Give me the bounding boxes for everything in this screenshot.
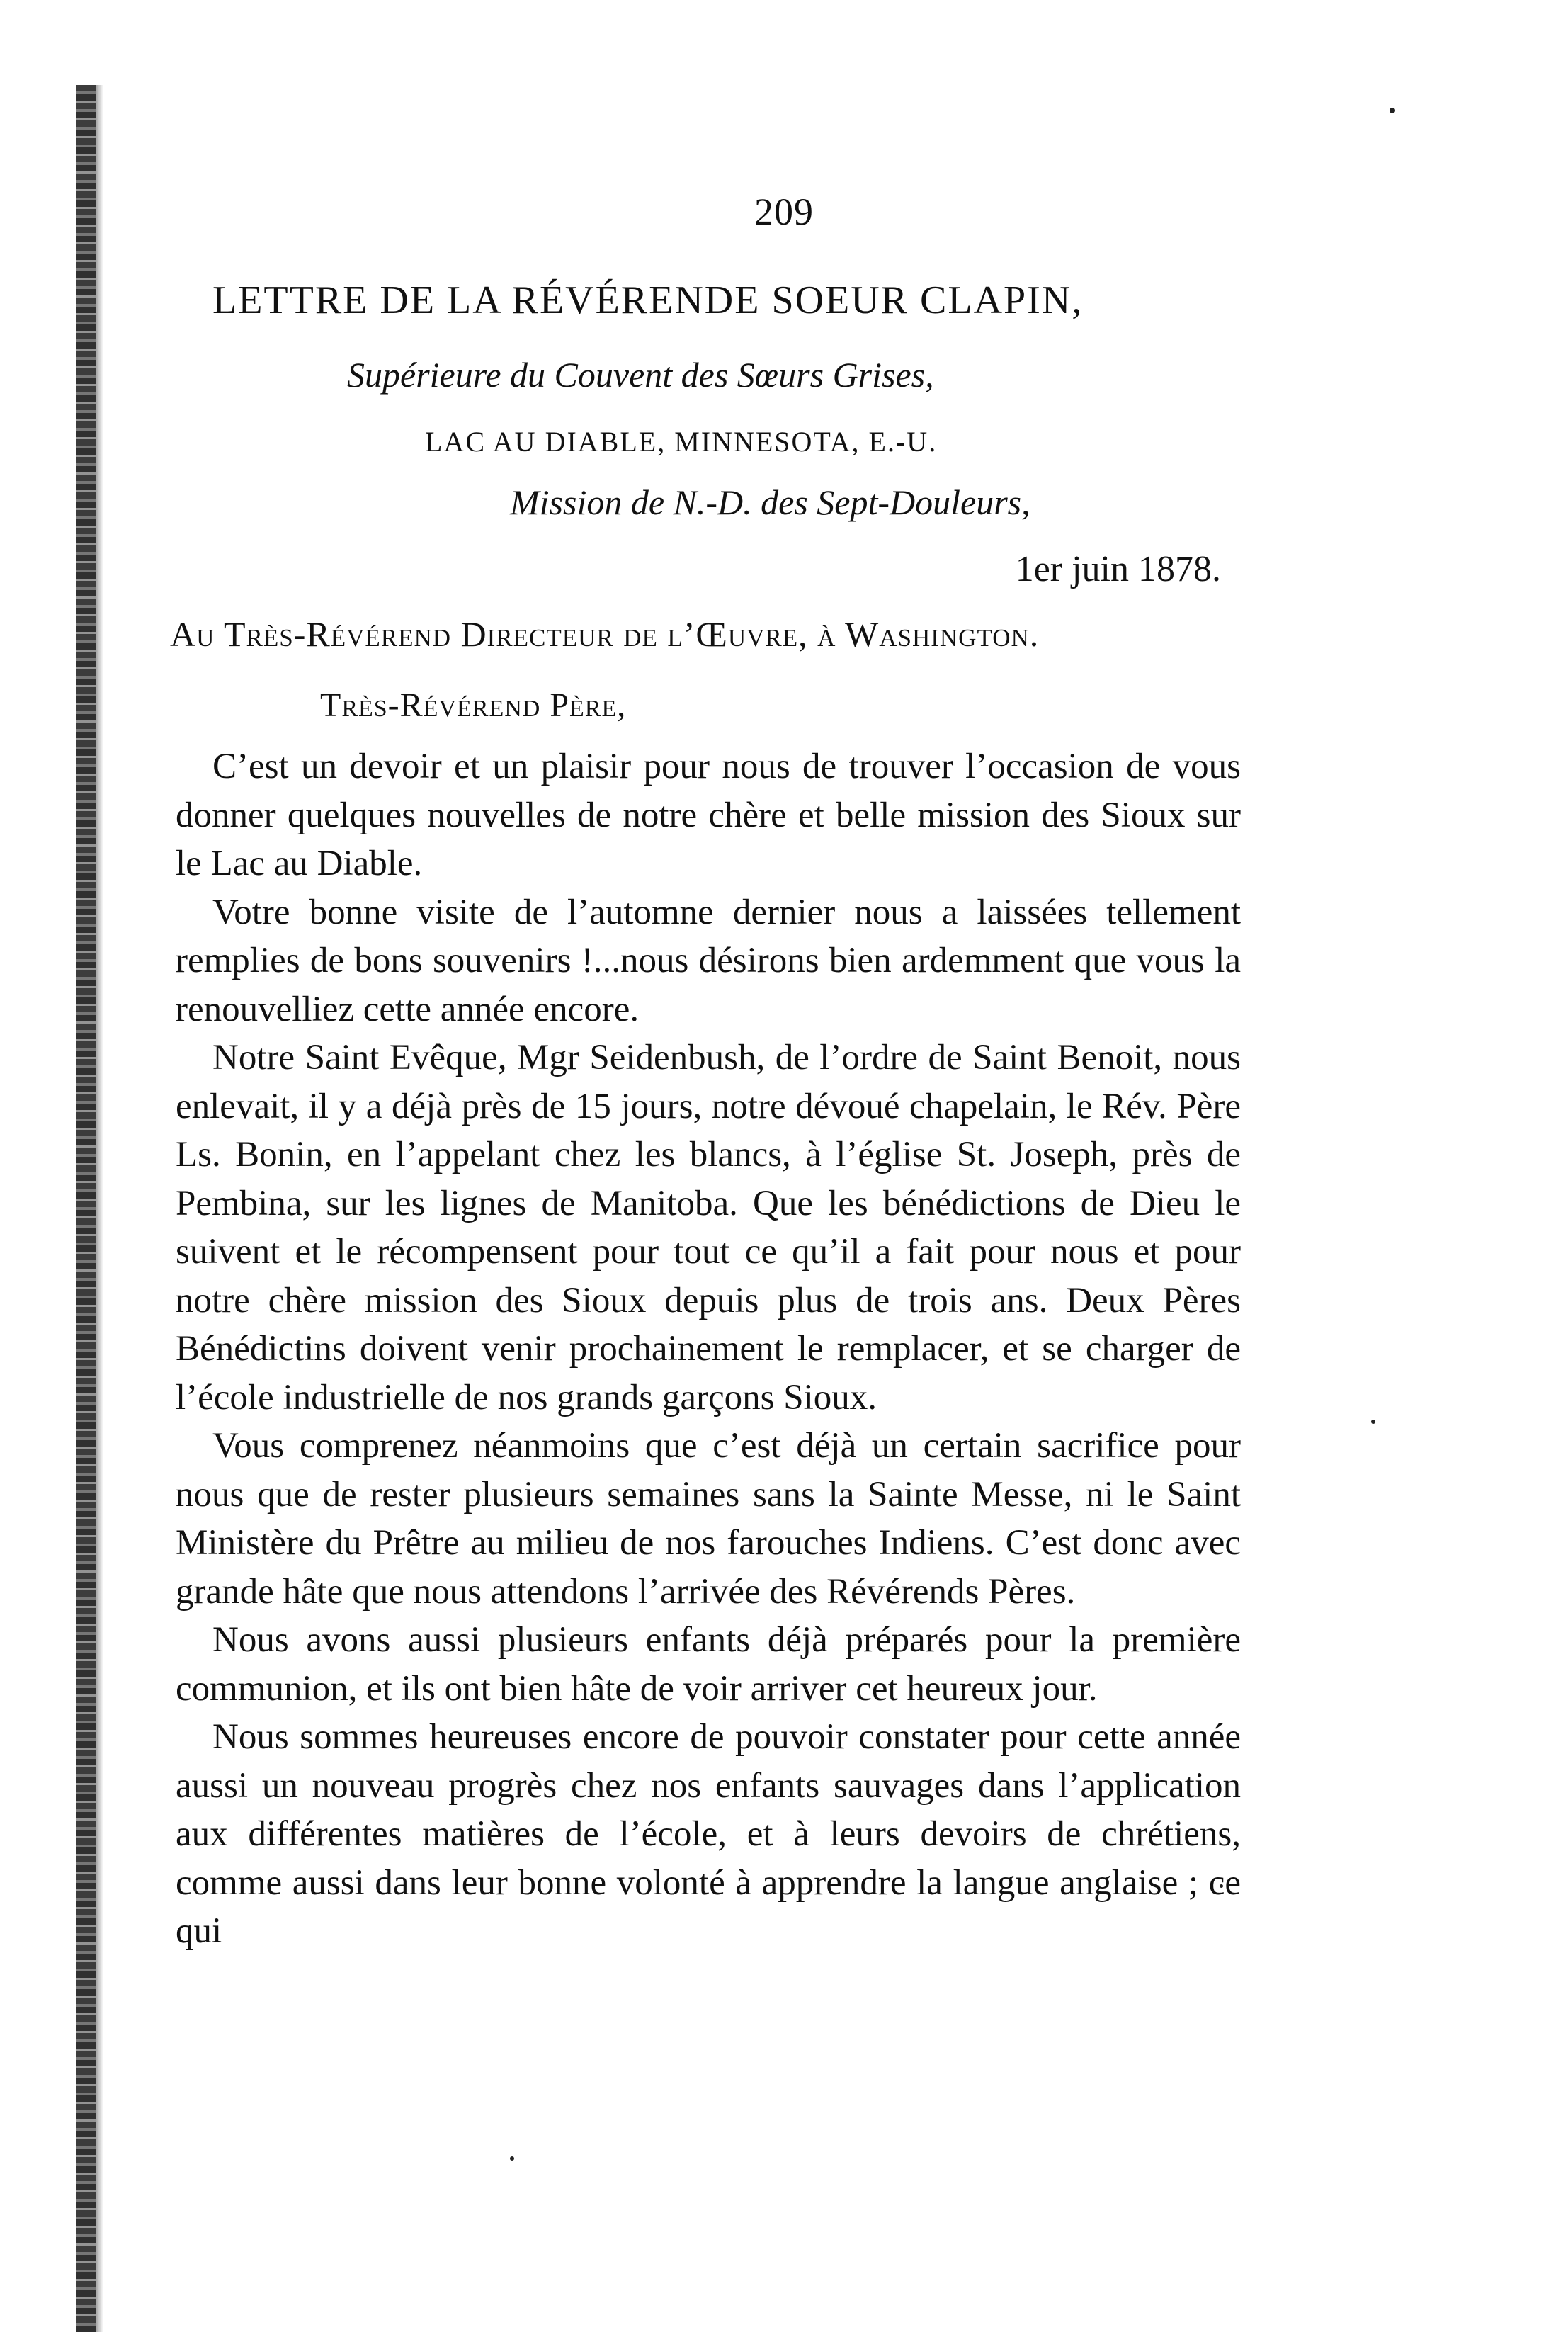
paragraph: Votre bonne visite de l’automne dernier nous a laissées tellement remplies de bons souvenirs !...nous désirons bien ardemment que vous la renouvelliez cette année encore. [176,892,1241,1029]
paragraph: Notre Saint Evêque, Mgr Seidenbush, de l’ordre de Saint Benoit, nous enlevait, il y a déjà près de 15 jours, notre dévoué chapelain, le Rév. Père Ls. Bonin, en l’appelant chez les blancs, à l’église St. Joseph, près de Pembina, sur les lignes de Manitoba. Que les bénédictions de Dieu le suivent et le récompensent pour tout ce qu’il a fait pour nous et pour notre chère mission des Sioux depuis plus de trois ans. Deux Pères Bénédictins doivent venir prochainement le remplacer, et se charger de l’école industrielle de nos grands garçons Sioux. [176,1038,1241,1417]
paragraph: Nous avons aussi plusieurs enfants déjà préparés pour la première communion, et ils ont bien hâte de voir arriver cet heureux jour. [176,1620,1241,1709]
letter-date: 1er juin 1878. [1015,549,1221,589]
letter-addressee: Au Très-Révérend Directeur de l’Œuvre, à Washington. [170,614,1040,654]
ink-speck [1390,108,1395,113]
page-number: 209 [754,191,814,233]
paragraph: C’est un devoir et un plaisir pour nous de trouver l’occasion de vous donner quelques nouvelles de notre chère et belle mission des Sioux sur le Lac au Diable. [176,747,1241,883]
binding-shadow [96,85,103,2332]
ink-speck [1371,1420,1375,1424]
letter-body [176,742,1241,1956]
paragraph: Nous sommes heureuses encore de pouvoir constater pour cette année aussi un nouveau progrès chez nos enfants sauvages dans l’application aux différentes matières de l’école, et à leurs devoirs de chrétiens, comme aussi dans leur bonne volonté à apprendre la langue anglaise ; ce qui [176,1717,1241,1951]
letter-mission: Mission de N.-D. des Sept-Douleurs, [510,482,1030,522]
letter-salutation: Très-Révérend Père, [320,686,627,724]
book-binding-edge [76,85,96,2332]
paragraph: Vous comprenez néanmoins que c’est déjà un certain sacrifice pour nous que de rester plusieurs semaines sans la Sainte Messe, ni le Saint Ministère du Prêtre au milieu de nos farouches Indiens. C’est donc avec grande hâte que nous attendons l’arrivée des Révérends Pères. [176,1426,1241,1612]
letter-place: LAC AU DIABLE, MINNESOTA, E.-U. [425,426,938,458]
letter-title: LETTRE DE LA RÉVÉRENDE SOEUR CLAPIN, [212,278,1084,322]
ink-speck [510,2156,514,2161]
letter-subtitle: Supérieure du Couvent des Sœurs Grises, [347,355,934,395]
